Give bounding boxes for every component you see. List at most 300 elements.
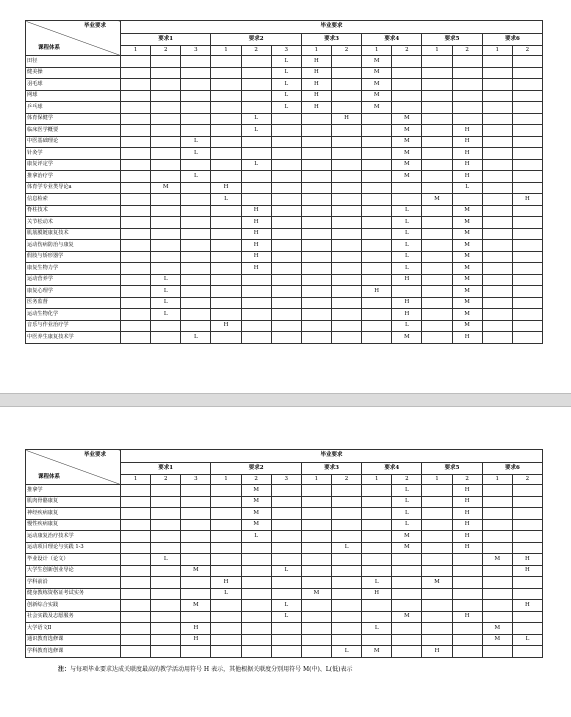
- relevance-cell: [271, 588, 301, 600]
- relevance-cell: [181, 56, 211, 68]
- relevance-cell: [331, 577, 361, 589]
- relevance-cell: [512, 67, 542, 79]
- relevance-cell: [392, 623, 422, 635]
- relevance-cell: [512, 588, 542, 600]
- course-name: 学科前沿: [26, 577, 121, 589]
- relevance-cell: [151, 496, 181, 508]
- relevance-cell: [301, 600, 331, 612]
- req-group-header: 要求4: [362, 463, 422, 475]
- table-row: [26, 159, 543, 171]
- relevance-cell: [241, 646, 271, 658]
- relevance-cell: [151, 205, 181, 217]
- relevance-cell: [422, 332, 452, 344]
- table-row: [26, 297, 543, 309]
- relevance-cell: L: [392, 263, 422, 275]
- relevance-cell: [121, 286, 151, 298]
- relevance-cell: [301, 286, 331, 298]
- relevance-cell: [482, 136, 512, 148]
- relevance-cell: [211, 297, 241, 309]
- relevance-cell: [271, 148, 301, 160]
- relevance-cell: [211, 554, 241, 566]
- relevance-cell: [271, 634, 301, 646]
- relevance-cell: [452, 79, 482, 91]
- relevance-cell: [422, 136, 452, 148]
- relevance-cell: [362, 194, 392, 206]
- relevance-cell: [452, 67, 482, 79]
- relevance-cell: [151, 600, 181, 612]
- relevance-cell: [331, 194, 361, 206]
- course-name: 康复心理学: [26, 286, 121, 298]
- relevance-cell: [211, 496, 241, 508]
- relevance-cell: [181, 263, 211, 275]
- relevance-cell: L: [271, 67, 301, 79]
- relevance-cell: [362, 519, 392, 531]
- sub-req-header: 3: [181, 46, 211, 56]
- relevance-cell: [121, 171, 151, 183]
- relevance-cell: L: [271, 90, 301, 102]
- course-name: 大学生创新创业导论: [26, 565, 121, 577]
- relevance-cell: [271, 228, 301, 240]
- relevance-cell: [422, 496, 452, 508]
- relevance-cell: H: [241, 240, 271, 252]
- relevance-cell: [241, 56, 271, 68]
- relevance-cell: [452, 554, 482, 566]
- relevance-cell: [422, 228, 452, 240]
- relevance-cell: [301, 496, 331, 508]
- relevance-cell: L: [241, 113, 271, 125]
- relevance-cell: [151, 148, 181, 160]
- relevance-cell: [271, 297, 301, 309]
- relevance-cell: [121, 485, 151, 497]
- relevance-cell: M: [392, 125, 422, 137]
- relevance-cell: H: [452, 148, 482, 160]
- relevance-cell: [151, 320, 181, 332]
- sub-req-header: 3: [271, 46, 301, 56]
- relevance-cell: [392, 67, 422, 79]
- relevance-cell: [241, 565, 271, 577]
- relevance-cell: [482, 508, 512, 520]
- relevance-cell: H: [301, 56, 331, 68]
- relevance-cell: L: [392, 205, 422, 217]
- relevance-cell: [512, 485, 542, 497]
- relevance-cell: H: [181, 634, 211, 646]
- relevance-cell: [121, 577, 151, 589]
- relevance-cell: [331, 251, 361, 263]
- relevance-cell: L: [452, 182, 482, 194]
- relevance-cell: L: [392, 485, 422, 497]
- course-name: 针灸学: [26, 148, 121, 160]
- relevance-cell: [422, 240, 452, 252]
- relevance-cell: [211, 56, 241, 68]
- relevance-cell: [362, 320, 392, 332]
- relevance-cell: [211, 102, 241, 114]
- relevance-cell: [301, 251, 331, 263]
- relevance-cell: [331, 136, 361, 148]
- relevance-cell: [422, 67, 452, 79]
- req-group-header: 要求6: [482, 34, 542, 46]
- relevance-cell: [512, 542, 542, 554]
- relevance-cell: [482, 79, 512, 91]
- relevance-cell: L: [392, 496, 422, 508]
- relevance-cell: [181, 182, 211, 194]
- relevance-cell: [482, 320, 512, 332]
- relevance-cell: [121, 332, 151, 344]
- relevance-cell: M: [181, 565, 211, 577]
- relevance-cell: L: [331, 542, 361, 554]
- relevance-cell: [331, 79, 361, 91]
- relevance-cell: [301, 274, 331, 286]
- curriculum-matrix-1: [25, 20, 543, 344]
- relevance-cell: [362, 496, 392, 508]
- relevance-cell: [512, 102, 542, 114]
- table-row: [26, 79, 543, 91]
- relevance-cell: [271, 646, 301, 658]
- relevance-cell: [241, 136, 271, 148]
- relevance-cell: [181, 79, 211, 91]
- relevance-cell: [512, 531, 542, 543]
- relevance-cell: [151, 90, 181, 102]
- relevance-cell: [151, 113, 181, 125]
- relevance-cell: [181, 320, 211, 332]
- relevance-cell: L: [362, 623, 392, 635]
- relevance-cell: M: [392, 148, 422, 160]
- relevance-cell: [181, 309, 211, 321]
- relevance-cell: H: [301, 90, 331, 102]
- relevance-cell: [512, 182, 542, 194]
- table-row: [26, 496, 543, 508]
- relevance-cell: [331, 565, 361, 577]
- relevance-cell: [392, 102, 422, 114]
- relevance-cell: [121, 90, 151, 102]
- relevance-cell: [211, 623, 241, 635]
- relevance-cell: [452, 565, 482, 577]
- relevance-cell: [151, 67, 181, 79]
- table-row: [26, 251, 543, 263]
- relevance-cell: [181, 646, 211, 658]
- relevance-cell: L: [392, 320, 422, 332]
- relevance-cell: [512, 90, 542, 102]
- relevance-cell: [121, 240, 151, 252]
- relevance-cell: [422, 159, 452, 171]
- relevance-cell: [422, 217, 452, 229]
- corner-bottom-label: 课程体系: [38, 473, 61, 480]
- relevance-cell: [512, 508, 542, 520]
- relevance-cell: H: [181, 623, 211, 635]
- relevance-cell: [211, 600, 241, 612]
- course-name: 临床医学概要: [26, 125, 121, 137]
- relevance-cell: [211, 634, 241, 646]
- relevance-cell: [181, 496, 211, 508]
- relevance-cell: [331, 531, 361, 543]
- relevance-cell: [512, 148, 542, 160]
- relevance-cell: [331, 600, 361, 612]
- course-name: 推拿学: [26, 485, 121, 497]
- relevance-cell: [422, 508, 452, 520]
- relevance-cell: [362, 159, 392, 171]
- footnote: [58, 664, 352, 673]
- relevance-cell: [482, 600, 512, 612]
- curriculum-matrix-2: [25, 449, 543, 658]
- relevance-cell: L: [512, 634, 542, 646]
- relevance-cell: [271, 623, 301, 635]
- relevance-cell: [482, 228, 512, 240]
- relevance-cell: [241, 67, 271, 79]
- relevance-cell: [151, 508, 181, 520]
- relevance-cell: [362, 600, 392, 612]
- relevance-cell: H: [452, 542, 482, 554]
- relevance-cell: [362, 125, 392, 137]
- relevance-cell: M: [392, 531, 422, 543]
- relevance-cell: [362, 485, 392, 497]
- relevance-cell: [121, 79, 151, 91]
- relevance-cell: [151, 588, 181, 600]
- relevance-cell: [271, 205, 301, 217]
- table-row: [26, 309, 543, 321]
- relevance-cell: H: [452, 611, 482, 623]
- relevance-cell: [482, 588, 512, 600]
- relevance-cell: [181, 90, 211, 102]
- relevance-cell: [241, 623, 271, 635]
- relevance-cell: [482, 274, 512, 286]
- relevance-cell: H: [211, 320, 241, 332]
- relevance-cell: H: [512, 600, 542, 612]
- relevance-cell: [362, 148, 392, 160]
- relevance-cell: [271, 496, 301, 508]
- relevance-cell: M: [452, 320, 482, 332]
- sub-req-header: 1: [121, 46, 151, 56]
- relevance-cell: [301, 320, 331, 332]
- sub-req-header: 1: [301, 475, 331, 485]
- course-name: 体育学专业类导论a: [26, 182, 121, 194]
- relevance-cell: [151, 228, 181, 240]
- relevance-cell: [482, 148, 512, 160]
- table-row: [26, 125, 543, 137]
- relevance-cell: [331, 623, 361, 635]
- relevance-cell: [331, 286, 361, 298]
- relevance-cell: [121, 274, 151, 286]
- relevance-cell: [452, 600, 482, 612]
- relevance-cell: [482, 194, 512, 206]
- sub-req-header: 2: [392, 46, 422, 56]
- relevance-cell: [211, 217, 241, 229]
- relevance-cell: [422, 519, 452, 531]
- relevance-cell: L: [392, 240, 422, 252]
- relevance-cell: L: [271, 79, 301, 91]
- relevance-cell: L: [151, 309, 181, 321]
- relevance-cell: L: [392, 508, 422, 520]
- relevance-cell: [482, 485, 512, 497]
- relevance-cell: [452, 588, 482, 600]
- relevance-cell: [362, 297, 392, 309]
- relevance-cell: [301, 634, 331, 646]
- relevance-cell: H: [452, 125, 482, 137]
- relevance-cell: [271, 554, 301, 566]
- course-name: 神经疾病康复: [26, 508, 121, 520]
- relevance-cell: [181, 194, 211, 206]
- relevance-cell: [211, 90, 241, 102]
- relevance-cell: [211, 542, 241, 554]
- relevance-cell: [181, 485, 211, 497]
- relevance-cell: [121, 309, 151, 321]
- sub-req-header: 1: [422, 46, 452, 56]
- course-name: 假肢与矫形器学: [26, 251, 121, 263]
- relevance-cell: [362, 508, 392, 520]
- relevance-cell: [512, 217, 542, 229]
- relevance-cell: [151, 102, 181, 114]
- table-row: [26, 148, 543, 160]
- relevance-cell: [241, 297, 271, 309]
- relevance-cell: [392, 286, 422, 298]
- relevance-cell: [362, 251, 392, 263]
- relevance-cell: [181, 588, 211, 600]
- relevance-cell: [151, 519, 181, 531]
- relevance-cell: H: [512, 565, 542, 577]
- relevance-cell: [121, 102, 151, 114]
- relevance-cell: M: [392, 159, 422, 171]
- course-name: 运动营养学: [26, 274, 121, 286]
- relevance-cell: [301, 194, 331, 206]
- relevance-cell: [331, 554, 361, 566]
- relevance-cell: [211, 519, 241, 531]
- relevance-cell: [151, 485, 181, 497]
- relevance-cell: [362, 274, 392, 286]
- table-row: [26, 611, 543, 623]
- relevance-cell: [121, 263, 151, 275]
- relevance-cell: [362, 565, 392, 577]
- relevance-cell: [331, 240, 361, 252]
- relevance-cell: [331, 205, 361, 217]
- relevance-cell: [271, 194, 301, 206]
- relevance-cell: [512, 113, 542, 125]
- relevance-cell: [121, 623, 151, 635]
- relevance-cell: [392, 182, 422, 194]
- relevance-cell: [301, 332, 331, 344]
- relevance-cell: [362, 542, 392, 554]
- sub-req-header: 1: [121, 475, 151, 485]
- relevance-cell: [271, 159, 301, 171]
- relevance-cell: [301, 554, 331, 566]
- table-row: [26, 508, 543, 520]
- relevance-cell: [482, 240, 512, 252]
- relevance-cell: M: [392, 171, 422, 183]
- relevance-cell: [392, 554, 422, 566]
- relevance-cell: [241, 194, 271, 206]
- sub-req-header: 1: [422, 475, 452, 485]
- relevance-cell: H: [241, 205, 271, 217]
- relevance-cell: [181, 274, 211, 286]
- table-row: [26, 240, 543, 252]
- relevance-cell: [151, 263, 181, 275]
- relevance-cell: [211, 508, 241, 520]
- relevance-cell: [392, 600, 422, 612]
- relevance-cell: [301, 508, 331, 520]
- relevance-cell: [512, 79, 542, 91]
- relevance-cell: [121, 508, 151, 520]
- relevance-cell: M: [422, 577, 452, 589]
- relevance-cell: [151, 79, 181, 91]
- relevance-cell: M: [241, 519, 271, 531]
- relevance-cell: [301, 263, 331, 275]
- relevance-cell: [151, 577, 181, 589]
- relevance-cell: M: [452, 228, 482, 240]
- relevance-cell: [482, 577, 512, 589]
- relevance-cell: [512, 228, 542, 240]
- relevance-cell: [362, 205, 392, 217]
- relevance-cell: M: [392, 113, 422, 125]
- relevance-cell: [422, 125, 452, 137]
- relevance-cell: [181, 240, 211, 252]
- relevance-cell: H: [422, 646, 452, 658]
- table-row: [26, 274, 543, 286]
- course-name: 关节松动术: [26, 217, 121, 229]
- relevance-cell: [482, 113, 512, 125]
- relevance-cell: M: [392, 542, 422, 554]
- relevance-cell: [211, 309, 241, 321]
- footnote-text: 与每项毕业要求达成关联度最高的教学活动用符号 H 表示，其他根据关联度分别用符号 M(中)、L(低)表示: [70, 666, 353, 673]
- relevance-cell: H: [392, 274, 422, 286]
- relevance-cell: [452, 634, 482, 646]
- relevance-cell: [512, 286, 542, 298]
- relevance-cell: L: [271, 102, 301, 114]
- relevance-cell: [211, 240, 241, 252]
- relevance-cell: [301, 577, 331, 589]
- relevance-cell: [211, 274, 241, 286]
- sub-req-header: 1: [362, 46, 392, 56]
- relevance-cell: H: [452, 531, 482, 543]
- relevance-cell: [422, 600, 452, 612]
- table-row: [26, 90, 543, 102]
- relevance-cell: [151, 531, 181, 543]
- relevance-cell: M: [452, 274, 482, 286]
- table-row: [26, 577, 543, 589]
- relevance-cell: [482, 205, 512, 217]
- relevance-cell: [151, 240, 181, 252]
- relevance-cell: [121, 519, 151, 531]
- relevance-cell: [211, 565, 241, 577]
- relevance-cell: M: [241, 496, 271, 508]
- relevance-cell: [271, 240, 301, 252]
- relevance-cell: [241, 274, 271, 286]
- relevance-cell: [301, 519, 331, 531]
- relevance-cell: [121, 588, 151, 600]
- relevance-cell: [181, 228, 211, 240]
- relevance-cell: L: [211, 194, 241, 206]
- relevance-cell: H: [392, 309, 422, 321]
- relevance-cell: [482, 519, 512, 531]
- relevance-cell: [392, 79, 422, 91]
- relevance-cell: [362, 113, 392, 125]
- relevance-cell: M: [362, 56, 392, 68]
- req-group-header: 要求4: [362, 34, 422, 46]
- relevance-cell: L: [392, 251, 422, 263]
- relevance-cell: [392, 194, 422, 206]
- relevance-cell: [241, 79, 271, 91]
- relevance-cell: [362, 634, 392, 646]
- relevance-cell: [482, 125, 512, 137]
- relevance-cell: [482, 182, 512, 194]
- relevance-cell: [181, 217, 211, 229]
- sub-req-header: 2: [452, 46, 482, 56]
- relevance-cell: [512, 320, 542, 332]
- relevance-cell: [271, 171, 301, 183]
- page-2: [0, 407, 571, 717]
- relevance-cell: H: [362, 588, 392, 600]
- relevance-cell: M: [362, 90, 392, 102]
- relevance-cell: [241, 332, 271, 344]
- relevance-cell: [512, 309, 542, 321]
- relevance-cell: [362, 332, 392, 344]
- relevance-cell: [301, 125, 331, 137]
